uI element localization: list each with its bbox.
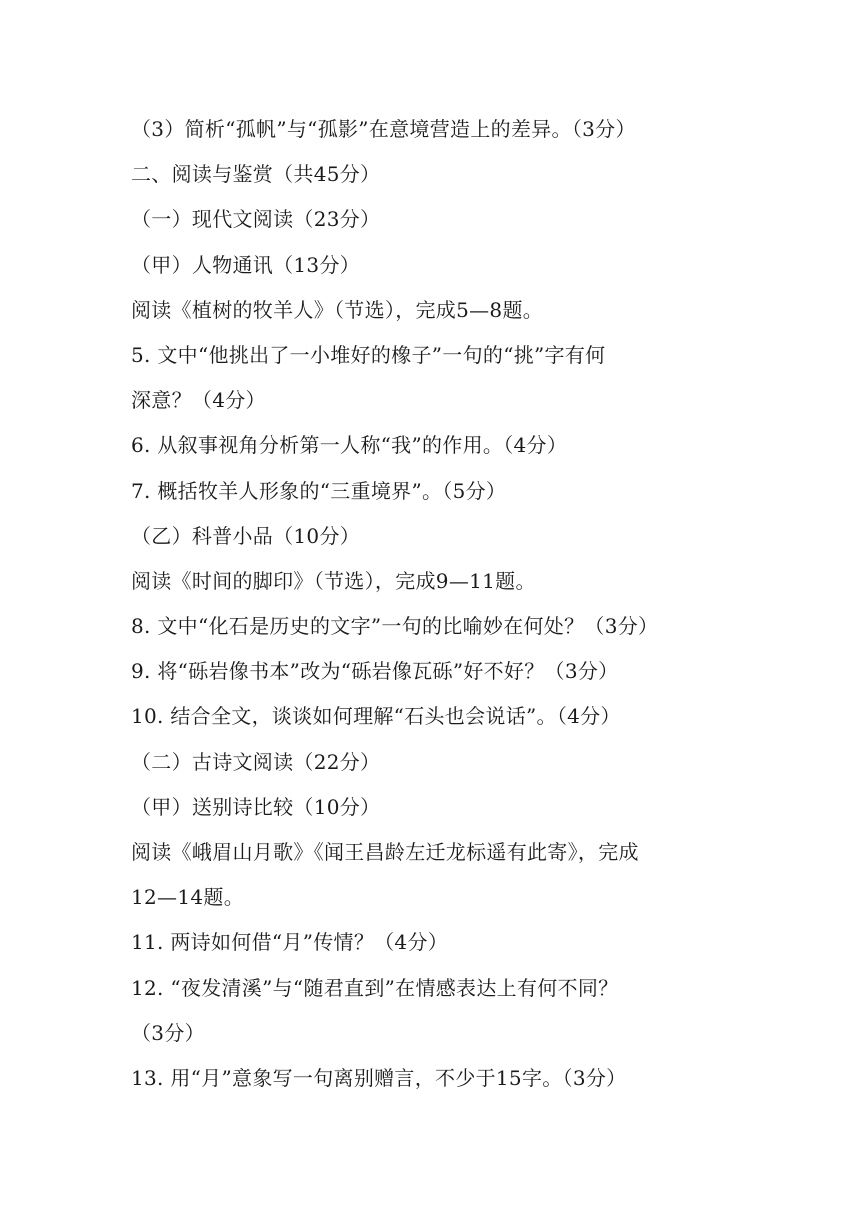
section-heading-reading: 二、阅读与鉴赏（共45分） — [131, 162, 381, 187]
question-13: 13. 用“月”意象写一句离别赠言，不少于15字。（3分） — [131, 1065, 627, 1090]
question-8: 8. 文中“化石是历史的文字”一句的比喻妙在何处？（3分） — [131, 614, 659, 639]
question-5: 5. 文中“他挑出了一小堆好的橡子”一句的“挑”字有何 — [131, 342, 606, 367]
document-body — [131, 107, 741, 1101]
question-12: 12. “夜发清溪”与“随君直到”在情感表达上有何不同？ — [131, 975, 619, 1000]
part-heading-yi: （乙）科普小品（10分） — [131, 523, 361, 548]
reading-instruction-3: 阅读《峨眉山月歌》《闻王昌龄左迁龙标遥有此寄》，完成 — [131, 840, 639, 864]
subsection-heading-modern: （一）现代文阅读（23分） — [131, 207, 381, 232]
part-heading-jia-2: （甲）送别诗比较（10分） — [131, 794, 381, 819]
question-7: 7. 概括牧羊人形象的“三重境界”。（5分） — [131, 478, 507, 503]
question-9: 9. 将“砾岩像书本”改为“砾岩像瓦砾”好不好？（3分） — [131, 659, 619, 684]
reading-instruction-3-continued: 12—14题。 — [131, 885, 244, 910]
question-3-3: （3）简析“孤帆”与“孤影”在意境营造上的差异。（3分） — [131, 117, 636, 141]
question-12-continued: （3分） — [131, 1020, 205, 1045]
question-11: 11. 两诗如何借“月”传情？（4分） — [131, 930, 449, 955]
question-6: 6. 从叙事视角分析第一人称“我”的作用。（4分） — [131, 433, 568, 458]
reading-instruction-1: 阅读《植树的牧羊人》（节选），完成5—8题。 — [131, 297, 544, 322]
question-5-continued: 深意？（4分） — [131, 388, 266, 413]
question-10: 10. 结合全文，谈谈如何理解“石头也会说话”。（4分） — [131, 704, 621, 729]
subsection-heading-classical: （二）古诗文阅读（22分） — [131, 749, 381, 774]
part-heading-jia-1: （甲）人物通讯（13分） — [131, 252, 361, 277]
reading-instruction-2: 阅读《时间的脚印》（节选），完成9—11题。 — [131, 568, 536, 593]
